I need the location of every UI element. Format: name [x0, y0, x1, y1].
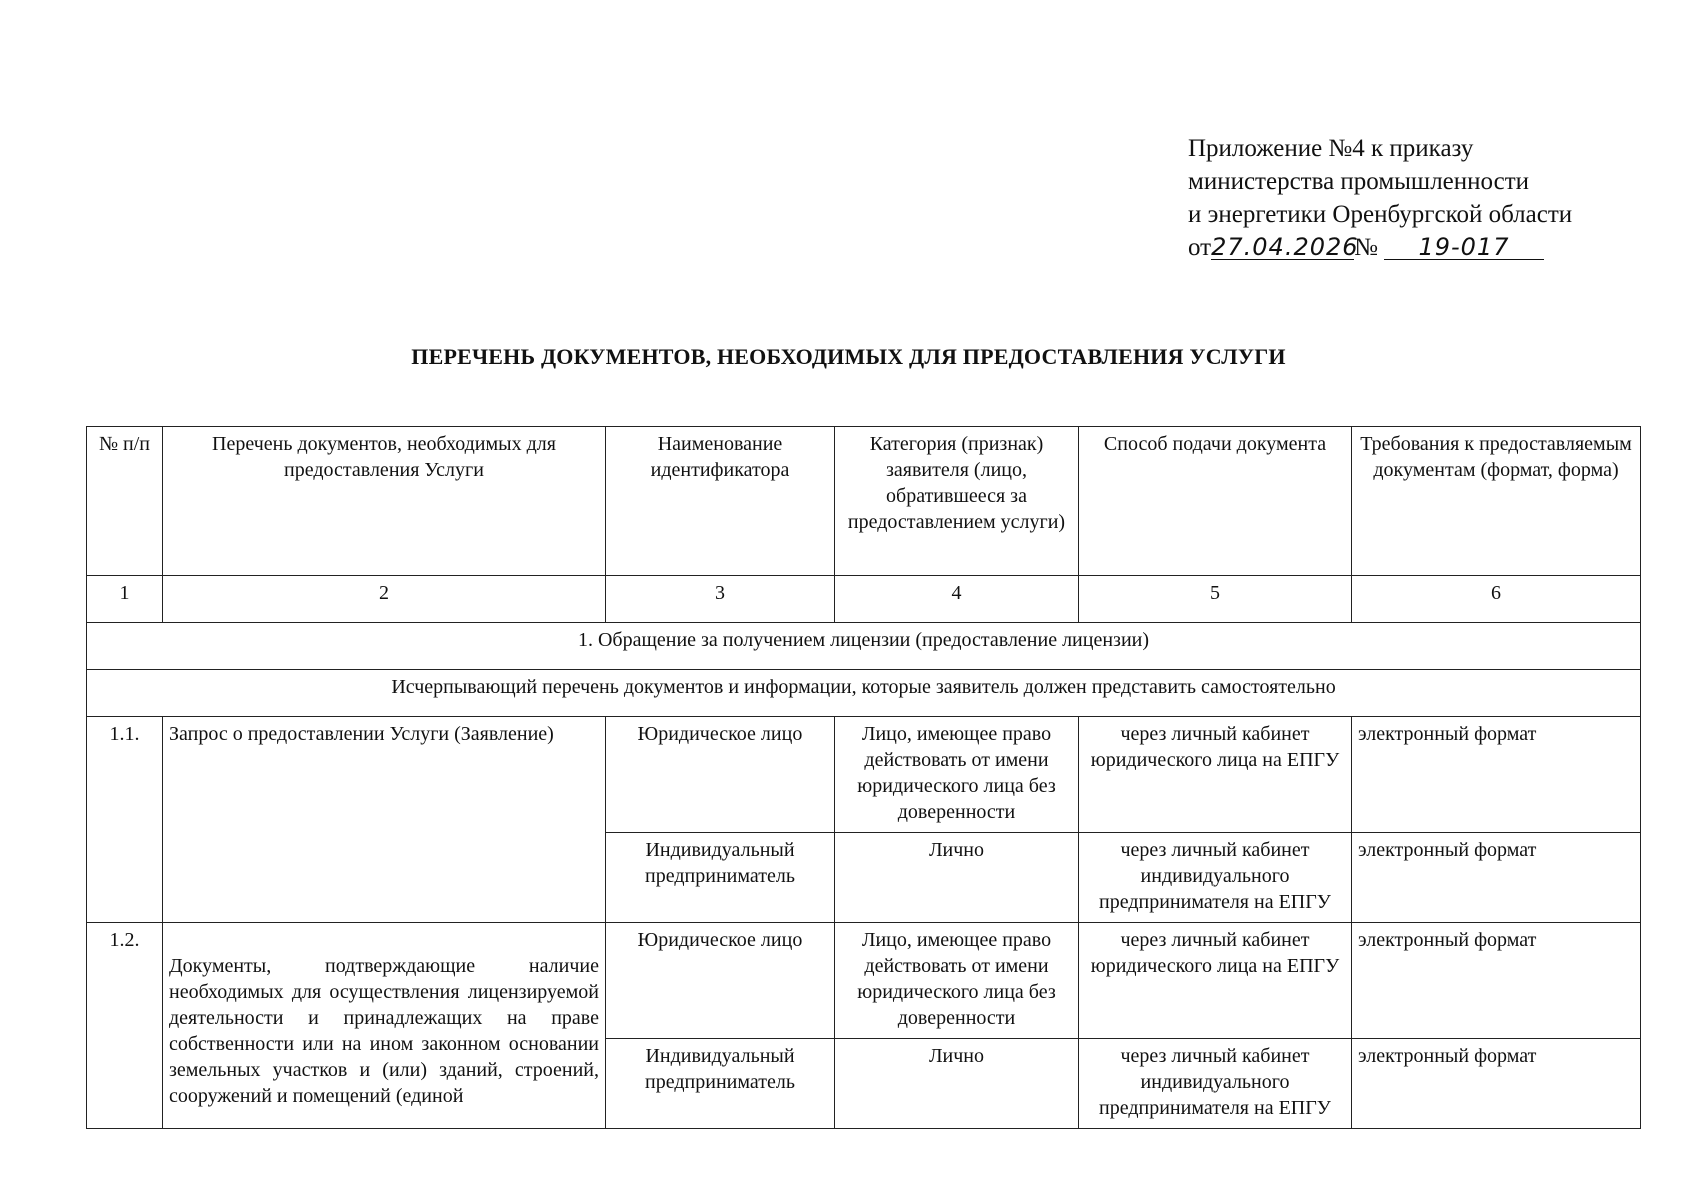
method-cell: через личный кабинет юридического лица на ЕПГУ [1079, 923, 1352, 1039]
method-cell: через личный кабинет юридического лица на ЕПГУ [1079, 717, 1352, 833]
identifier-cell: Индивидуальный предприниматель [606, 1039, 835, 1129]
table-row [87, 923, 1641, 1039]
subsection-row [87, 670, 1641, 717]
handwritten-number: 19-017 [1384, 235, 1544, 260]
appendix-line-3: и энергетики Оренбургской области [1188, 201, 1573, 228]
document-title: ПЕРЕЧЕНЬ ДОКУМЕНТОВ, НЕОБХОДИМЫХ ДЛЯ ПРЕДОСТАВЛЕНИЯ УСЛУГИ [411, 344, 1286, 369]
category-cell: Лицо, имеющее право действовать от имени юридического лица без доверенности [835, 717, 1079, 833]
row-number: 1.1. [87, 717, 163, 923]
column-number-row [87, 576, 1641, 623]
identifier-cell: Индивидуальный предприниматель [606, 833, 835, 923]
header-cell-identifier: Наименование идентификатора [606, 427, 835, 576]
column-number: 5 [1079, 576, 1352, 623]
column-number: 6 [1352, 576, 1641, 623]
handwritten-date: 27.04.2026 [1211, 233, 1359, 261]
document-name-text: Документы, подтверждающие наличие необходимых для осуществления лицензируемой деятельности и принадлежащих на праве собственности или на ином законном основании земельных участков и (или) зданий, строений, сооружений и помещений (единой [169, 955, 599, 1107]
method-cell: через личный кабинет индивидуального предпринимателя на ЕПГУ [1079, 833, 1352, 923]
document-name [163, 923, 606, 1129]
category-cell: Лично [835, 1039, 1079, 1129]
header-cell-method: Способ подачи документа [1079, 427, 1352, 576]
column-number: 3 [606, 576, 835, 623]
subsection-title: Исчерпывающий перечень документов и информации, которые заявитель должен представить самостоятельно [87, 670, 1641, 717]
number-prefix: № [1354, 234, 1378, 261]
table-header-row [87, 427, 1641, 576]
appendix-date-line [1188, 231, 1572, 264]
requirements-cell: электронный формат [1352, 717, 1641, 833]
header-cell-documents: Перечень документов, необходимых для предоставления Услуги [163, 427, 606, 576]
identifier-cell: Юридическое лицо [606, 717, 835, 833]
header-cell-requirements: Требования к предоставляемым документам (формат, форма) [1352, 427, 1641, 576]
appendix-line-2: министерства промышленности [1188, 168, 1530, 195]
section-row [87, 623, 1641, 670]
document-name: Запрос о предоставлении Услуги (Заявление) [163, 717, 606, 923]
category-cell: Лично [835, 833, 1079, 923]
requirements-cell: электронный формат [1352, 833, 1641, 923]
header-cell-num: № п/п [87, 427, 163, 576]
identifier-cell: Юридическое лицо [606, 923, 835, 1039]
appendix-block [1188, 132, 1572, 264]
requirements-cell: электронный формат [1352, 923, 1641, 1039]
requirements-cell: электронный формат [1352, 1039, 1641, 1129]
column-number: 1 [87, 576, 163, 623]
table-row [87, 717, 1641, 833]
column-number: 4 [835, 576, 1079, 623]
appendix-line-1: Приложение №4 к приказу [1188, 135, 1474, 162]
section-title: 1. Обращение за получением лицензии (предоставление лицензии) [87, 623, 1641, 670]
method-cell: через личный кабинет индивидуального предпринимателя на ЕПГУ [1079, 1039, 1352, 1129]
column-number: 2 [163, 576, 606, 623]
date-prefix: от [1188, 234, 1212, 261]
documents-table [86, 426, 1641, 1129]
header-cell-category: Категория (признак) заявителя (лицо, обратившееся за предоставлением услуги) [835, 427, 1079, 576]
row-number: 1.2. [87, 923, 163, 1129]
category-cell: Лицо, имеющее право действовать от имени юридического лица без доверенности [835, 923, 1079, 1039]
